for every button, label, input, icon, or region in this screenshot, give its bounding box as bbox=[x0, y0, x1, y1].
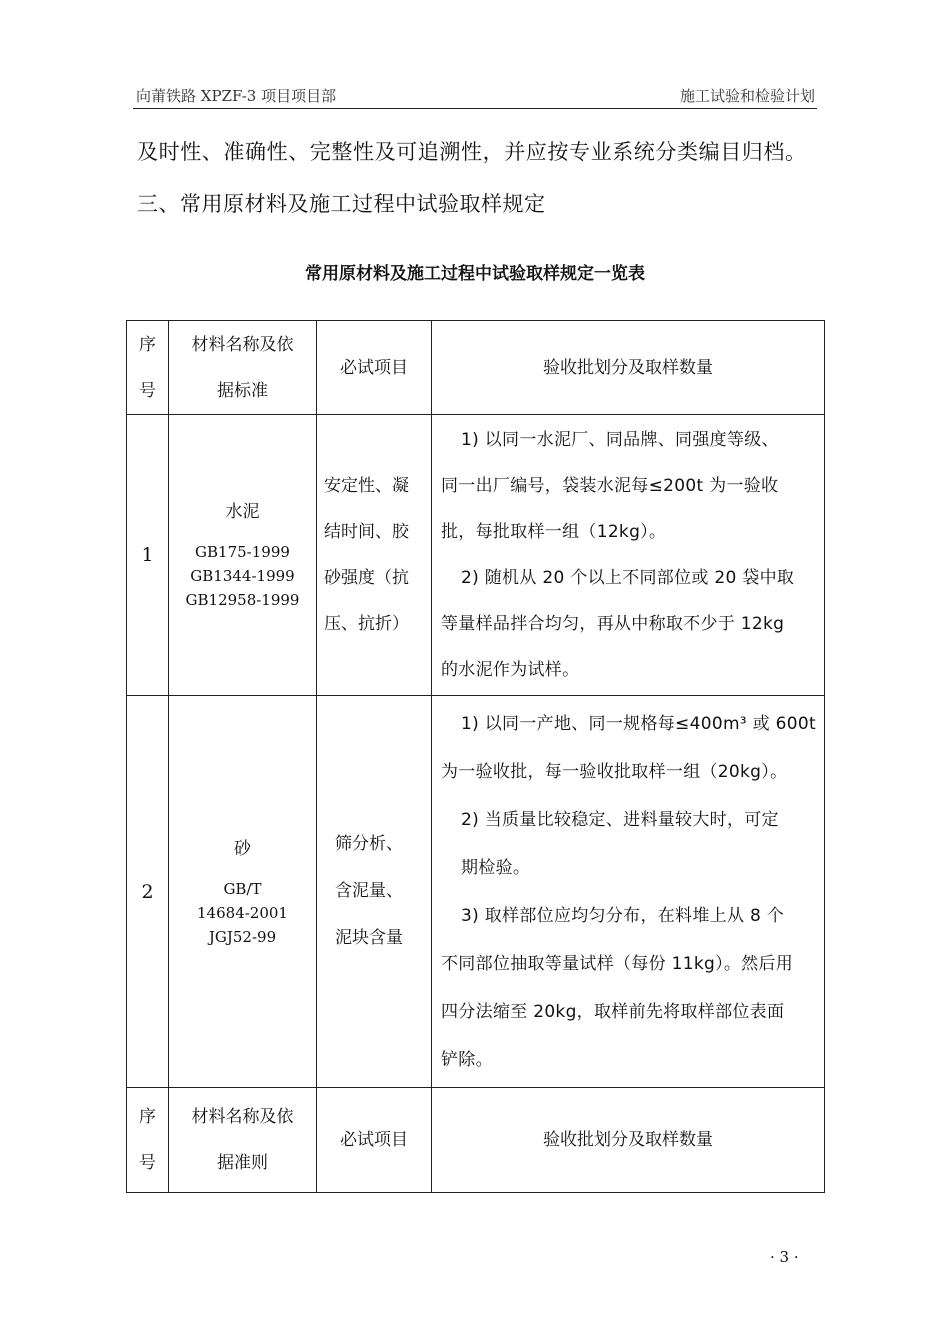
body-continuation-text: 及时性、准确性、完整性及可追溯性，并应按专业系统分类编目归档。 bbox=[137, 140, 807, 164]
row-requirements-cell bbox=[432, 696, 825, 1088]
header-material-line1: 材料名称及依 bbox=[191, 1107, 294, 1127]
header-no-cell bbox=[127, 321, 169, 415]
requirement-line: 批，每批取样一组（12kg）。 bbox=[441, 522, 667, 542]
requirement-line: 1) 以同一产地、同一规格每≤400m³ 或 600t bbox=[461, 713, 816, 734]
row-material-cell bbox=[169, 696, 317, 1088]
sampling-rules-table bbox=[126, 320, 825, 1193]
header-tests-cell: 必试项目 bbox=[317, 1088, 432, 1193]
header-material-cell bbox=[169, 1088, 317, 1193]
material-name: 水泥 bbox=[225, 502, 260, 522]
header-material-line1: 材料名称及依 bbox=[191, 334, 294, 355]
header-no-line2: 号 bbox=[139, 380, 156, 401]
row-material-cell bbox=[169, 415, 317, 696]
row-tests-cell bbox=[317, 696, 432, 1088]
requirement-line: 四分法缩至 20kg，取样前先将取样部位表面 bbox=[441, 1001, 785, 1022]
test-item-line: 结时间、胶 bbox=[324, 522, 409, 542]
requirement-line: 的水泥作为试样。 bbox=[441, 660, 580, 680]
header-requirements-cell: 验收批划分及取样数量 bbox=[432, 321, 825, 415]
header-no-line1: 序 bbox=[139, 1107, 156, 1127]
standard-code: GB/T bbox=[223, 879, 262, 898]
table-repeat-header-row bbox=[127, 1088, 825, 1193]
header-material-line2: 据标准 bbox=[217, 380, 268, 401]
requirement-line: 铲除。 bbox=[441, 1049, 493, 1070]
test-item-line: 安定性、凝 bbox=[324, 476, 409, 496]
requirement-line: 不同部位抽取等量试样（每份 11kg）。然后用 bbox=[441, 953, 794, 974]
requirement-line: 3) 取样部位应均匀分布，在料堆上从 8 个 bbox=[461, 905, 785, 926]
table-title: 常用原材料及施工过程中试验取样规定一览表 bbox=[305, 264, 645, 284]
section-heading: 三、常用原材料及施工过程中试验取样规定 bbox=[137, 192, 546, 216]
material-name: 砂 bbox=[234, 838, 251, 859]
table-header-row bbox=[127, 321, 825, 415]
requirement-line: 期检验。 bbox=[461, 857, 531, 878]
page-number: · 3 · bbox=[770, 1248, 799, 1266]
requirement-line: 2) 随机从 20 个以上不同部位或 20 袋中取 bbox=[461, 568, 795, 588]
requirement-line: 同一出厂编号，袋装水泥每≤200t 为一验收 bbox=[441, 476, 779, 496]
header-no-cell bbox=[127, 1088, 169, 1193]
header-material-line2: 据准则 bbox=[217, 1153, 268, 1173]
standard-code: JGJ52-99 bbox=[208, 927, 277, 946]
test-item-line: 筛分析、 bbox=[335, 834, 403, 854]
page-header bbox=[133, 84, 817, 109]
test-item-line: 砂强度（抗 bbox=[324, 568, 409, 588]
row-number: 2 bbox=[127, 696, 169, 1088]
table-row bbox=[127, 696, 825, 1088]
test-item-line: 泥块含量 bbox=[335, 928, 403, 948]
header-no-line2: 号 bbox=[139, 1153, 156, 1173]
header-document-title: 施工试验和检验计划 bbox=[679, 87, 815, 105]
requirement-line: 1) 以同一水泥厂、同品牌、同强度等级、 bbox=[461, 430, 779, 450]
header-material-cell bbox=[169, 321, 317, 415]
header-requirements-cell: 验收批划分及取样数量 bbox=[432, 1088, 825, 1193]
row-tests-cell bbox=[317, 415, 432, 696]
requirement-line: 等量样品拌合均匀，再从中称取不少于 12kg bbox=[441, 614, 785, 634]
row-number: 1 bbox=[127, 415, 169, 696]
standard-code: GB12958-1999 bbox=[185, 591, 300, 609]
row-requirements-cell bbox=[432, 415, 825, 696]
test-item-line: 含泥量、 bbox=[335, 881, 403, 901]
requirement-line: 2) 当质量比较稳定、进料量较大时，可定 bbox=[461, 809, 779, 830]
header-tests-cell: 必试项目 bbox=[317, 321, 432, 415]
table-row bbox=[127, 415, 825, 696]
requirement-line: 为一验收批，每一验收批取样一组（20kg）。 bbox=[441, 761, 788, 782]
test-item-line: 压、抗折） bbox=[324, 614, 409, 634]
standard-code: GB1344-1999 bbox=[190, 567, 295, 585]
standard-code: 14684-2001 bbox=[197, 903, 288, 922]
standard-code: GB175-1999 bbox=[195, 543, 290, 561]
header-no-line1: 序 bbox=[139, 334, 156, 355]
header-project-name: 向莆铁路 XPZF-3 项目项目部 bbox=[136, 87, 337, 105]
